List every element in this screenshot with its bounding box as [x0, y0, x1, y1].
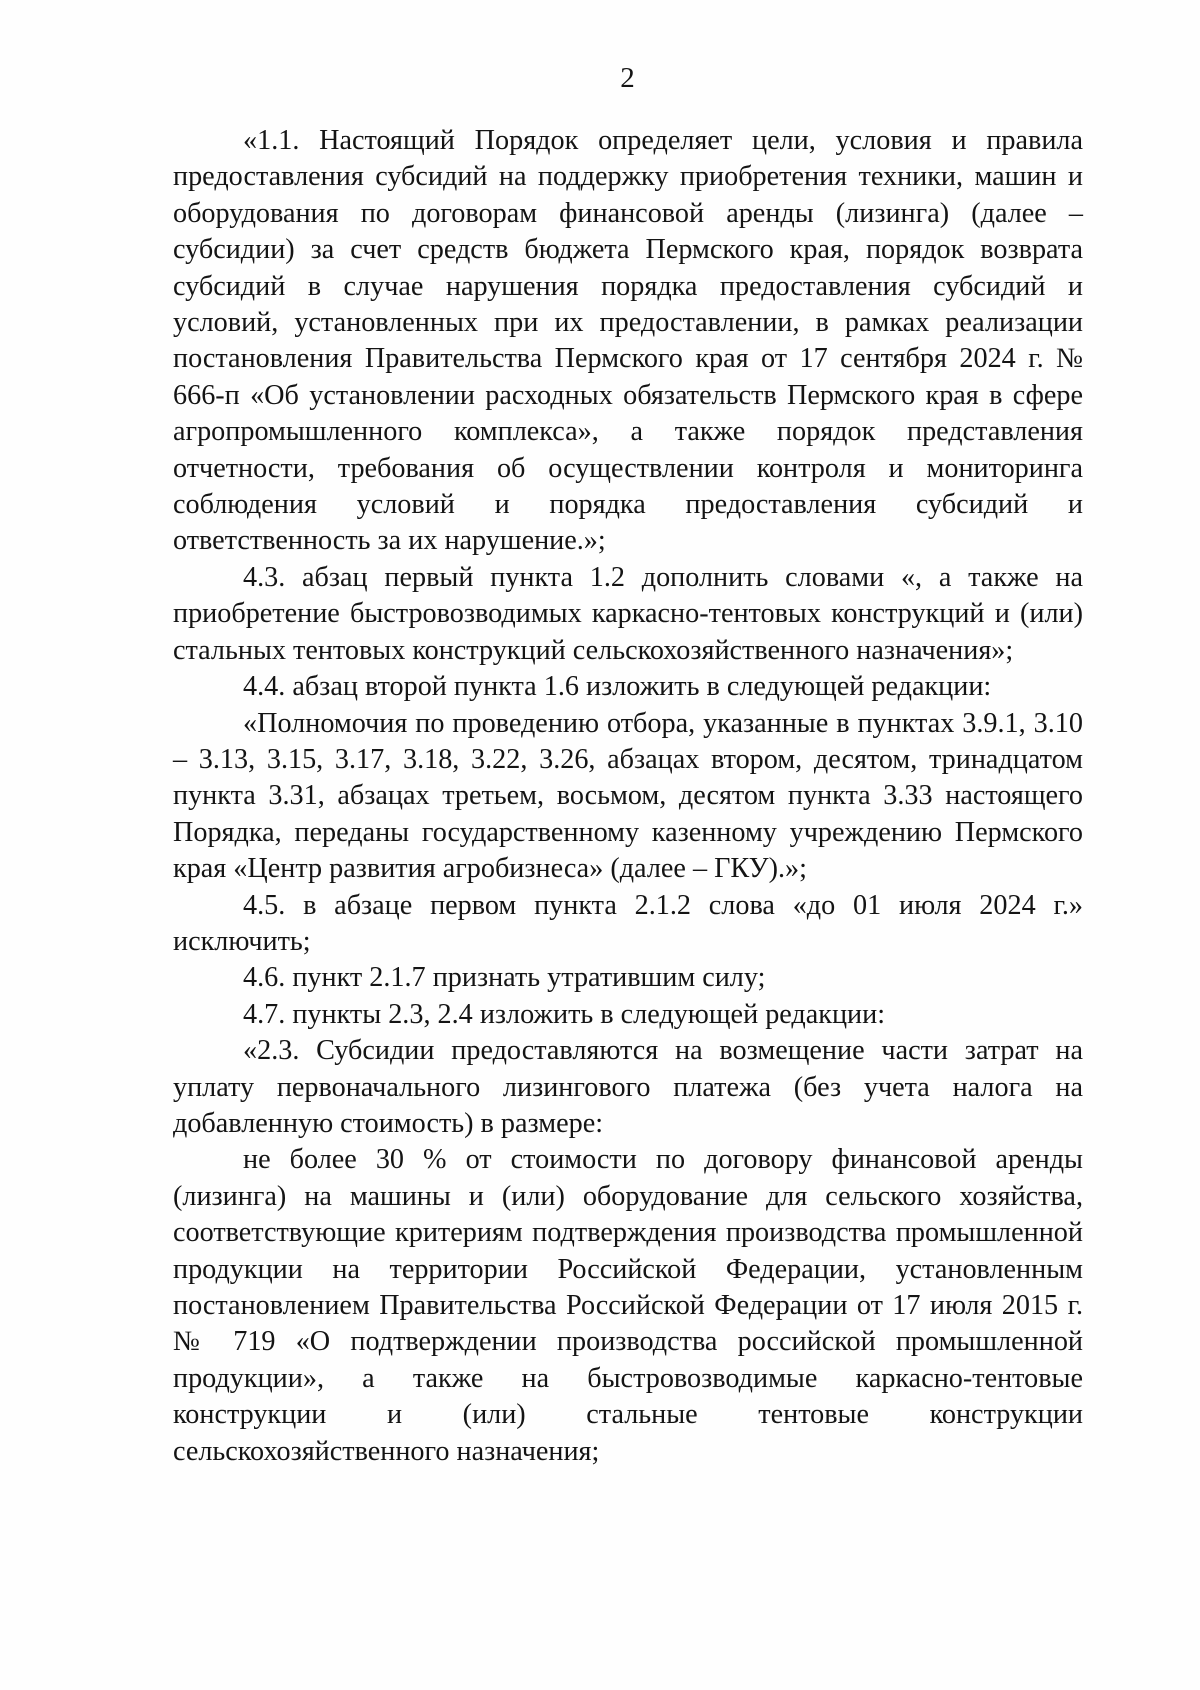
paragraph-4-3: 4.3. абзац первый пункта 1.2 дополнить словами «, а также на приобретение быстровозводимых каркасно-тентовых конструкций и (или) стальных тентовых конструкций сельскохозяйственного назначения»;	[173, 561, 1083, 666]
paragraph-4-6: 4.6. пункт 2.1.7 признать утратившим силу;	[243, 962, 766, 994]
paragraph-4-4: 4.4. абзац второй пункта 1.6 изложить в следующей редакции:	[243, 671, 992, 703]
paragraph-powers-quote: «Полномочия по проведению отбора, указанные в пунктах 3.9.1, 3.10 – 3.13, 3.15, 3.17, 3.18, 3.22, 3.26, абзацах втором, десятом, тринадцатом пункта 3.31, абзацах третьем, восьмом, десятом пункта 3.33 настоящего Порядка, переданы государственному казенному учреждению Пермского края «Центр развития агробизнеса» (далее – ГКУ).»;	[173, 707, 1083, 885]
page-number: 2	[620, 62, 635, 94]
paragraph-4-7: 4.7. пункты 2.3, 2.4 изложить в следующей редакции:	[243, 998, 886, 1030]
paragraph-4-5: 4.5. в абзаце первом пункта 2.1.2 слова «до 01 июля 2024 г.» исключить;	[173, 889, 1083, 957]
paragraph-1-1: «1.1. Настоящий Порядок определяет цели, условия и правила предоставления субсидий на поддержку приобретения техники, машин и оборудования по договорам финансовой аренды (лизинга) (далее – субсидии) за счет средств бюджета Пермского края, порядок возврата субсидий в случае нарушения порядка предоставления субсидий и условий, установленных при их предоставлении, в рамках реализации постановления Правительства Пермского края от 17 сентября 2024 г. № 666-п «Об установлении расходных обязательств Пермского края в сфере агропромышленного комплекса», а также порядок представления отчетности, требования об осуществлении контроля и мониторинга соблюдения условий и порядка предоставления субсидий и ответственность за их нарушение.»;	[173, 125, 1083, 557]
paragraph-2-3: «2.3. Субсидии предоставляются на возмещение части затрат на уплату первоначального лизингового платежа (без учета налога на добавленную стоимость) в размере:	[173, 1035, 1083, 1139]
paragraph-30-percent: не более 30 % от стоимости по договору финансовой аренды (лизинга) на машины и (или) оборудование для сельского хозяйства, соответствующие критериям подтверждения производства промышленной продукции на территории Российской Федерации, установленным постановлением Правительства Российской Федерации от 17 июля 2015 г. № 719 «О подтверждении производства российской промышленной продукции», а также на быстровозводимые каркасно-тентовые конструкции и (или) стальные тентовые конструкции сельскохозяйственного назначения;	[173, 1144, 1083, 1467]
document-body	[173, 123, 1083, 1470]
